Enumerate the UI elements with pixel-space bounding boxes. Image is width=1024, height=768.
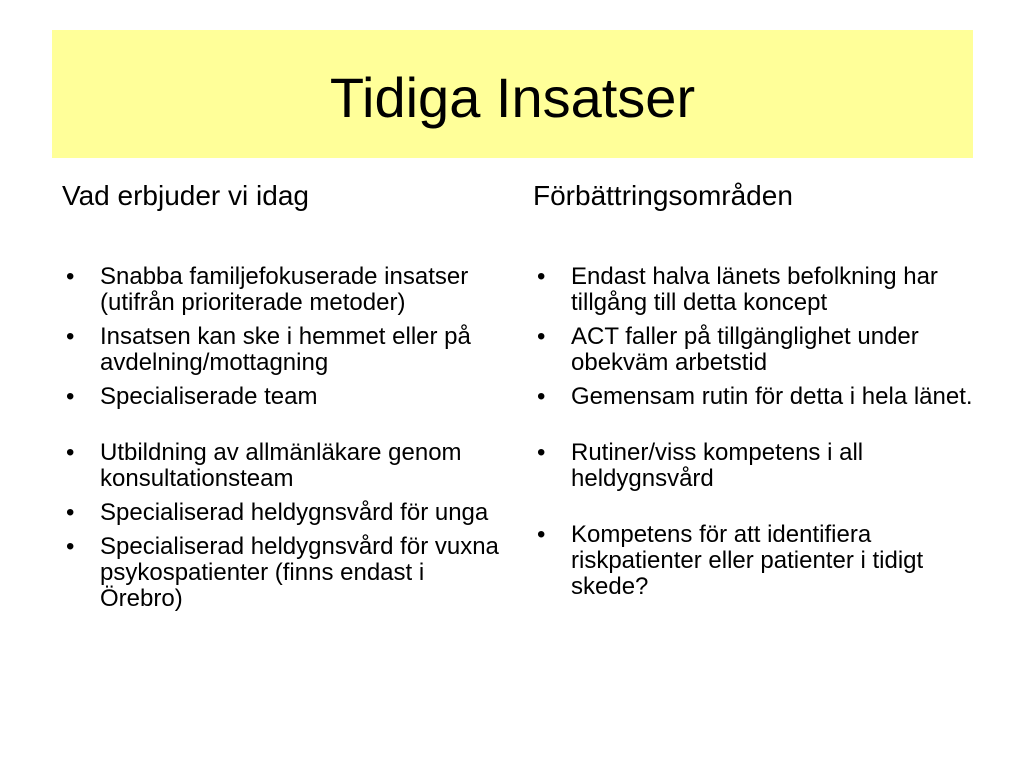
list-item xyxy=(533,384,978,410)
list-item-text: Specialiserad heldygnsvård för unga xyxy=(100,499,489,526)
bullet-icon: • xyxy=(66,323,75,350)
list-item xyxy=(62,440,502,492)
list-item-text: Utbildning av allmänläkare genom konsultationsteam xyxy=(100,439,462,492)
list-item xyxy=(62,534,502,612)
bullet-icon: • xyxy=(537,383,546,410)
bullet-icon: • xyxy=(66,383,75,410)
list-item xyxy=(62,384,502,410)
list-item-text: ACT faller på tillgänglighet under obekväm arbetstid xyxy=(571,323,919,376)
bullet-icon: • xyxy=(66,533,75,560)
bullet-icon: • xyxy=(66,439,75,466)
list-item-text: Endast halva länets befolkning har tillgång till detta koncept xyxy=(571,263,938,316)
bullet-icon: • xyxy=(537,521,546,548)
slide-title: Tidiga Insatser xyxy=(329,65,696,129)
list-item-text: Rutiner/viss kompetens i all heldygnsvård xyxy=(571,439,864,492)
list-item xyxy=(533,264,978,316)
right-column-heading: Förbättringsområden xyxy=(533,180,793,211)
left-column-heading: Vad erbjuder vi idag xyxy=(62,180,309,211)
left-bullet-list xyxy=(62,264,502,620)
list-item-text: Kompetens för att identifiera riskpatienter eller patienter i tidigt skede? xyxy=(571,521,924,600)
bullet-icon: • xyxy=(537,263,546,290)
list-item-text: Snabba familjefokuserade insatser (utifrån prioriterade metoder) xyxy=(100,263,469,316)
bullet-icon: • xyxy=(66,499,75,526)
list-item xyxy=(533,522,978,600)
list-item xyxy=(533,324,978,376)
bullet-icon: • xyxy=(66,263,75,290)
bullet-icon: • xyxy=(537,439,546,466)
list-item xyxy=(533,440,978,492)
list-item-text: Specialiserad heldygnsvård för vuxna psykospatienter (finns endast i Örebro) xyxy=(100,533,499,612)
bullet-icon: • xyxy=(537,323,546,350)
list-item-text: Insatsen kan ske i hemmet eller på avdelning/mottagning xyxy=(100,323,471,376)
list-item xyxy=(62,324,502,376)
title-band xyxy=(52,30,973,158)
list-item xyxy=(62,500,502,526)
list-item-text: Gemensam rutin för detta i hela länet. xyxy=(571,383,973,410)
list-item xyxy=(62,264,502,316)
list-item-text: Specialiserade team xyxy=(100,383,318,410)
right-bullet-list xyxy=(533,264,978,608)
